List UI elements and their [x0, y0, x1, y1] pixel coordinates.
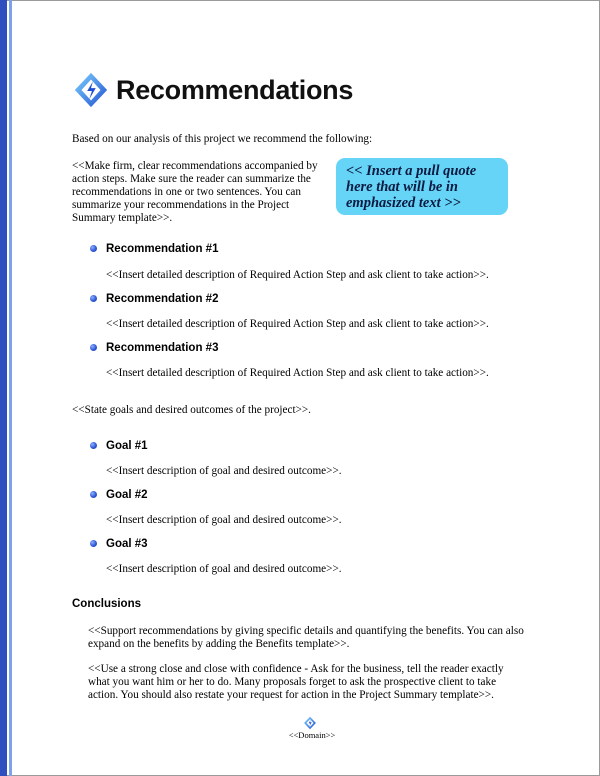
recommendation-desc: <<Insert detailed description of Required Action Step and ask client to take action>>.	[106, 269, 489, 281]
recommendation-desc: <<Insert detailed description of Required Action Step and ask client to take action>>.	[106, 367, 489, 379]
bullet-icon	[90, 491, 97, 498]
conclusions-heading: Conclusions	[72, 598, 142, 610]
recommendation-heading: Recommendation #2	[106, 293, 219, 305]
recommendation-desc: <<Insert detailed description of Required Action Step and ask client to take action>>.	[106, 318, 489, 330]
intro-text: Based on our analysis of this project we recommend the following:	[72, 133, 373, 145]
goal-heading: Goal #1	[106, 440, 148, 452]
goal-desc: <<Insert description of goal and desired outcome>>.	[106, 465, 342, 477]
goal-desc: <<Insert description of goal and desired outcome>>.	[106, 514, 342, 526]
bullet-icon	[90, 245, 97, 252]
bullet-icon	[90, 442, 97, 449]
conclusions-paragraph-2: <<Use a strong close and close with confidence - Ask for the business, tell the reader exactly what you want him or her to do. Many proposals forget to ask the prospective client to take action. You should also restate your request for action in the Project Summary template>>.	[88, 663, 504, 701]
footer-logo-icon	[303, 716, 317, 730]
goal-heading: Goal #3	[106, 538, 148, 550]
goal-desc: <<Insert description of goal and desired outcome>>.	[106, 563, 342, 575]
goals-intro: <<State goals and desired outcomes of the project>>.	[72, 404, 311, 416]
left-stripe-dark	[0, 0, 7, 776]
recommendation-heading: Recommendation #3	[106, 342, 219, 354]
body-text: <<Make firm, clear recommendations accompanied by action steps. Make sure the reader can summarize the recommendations in one or two sentences. You can summarize your recommendations in the Project Summary template>>.	[72, 160, 318, 224]
bullet-icon	[90, 344, 97, 351]
recommendation-heading: Recommendation #1	[106, 243, 219, 255]
page-title: Recommendations	[116, 75, 354, 105]
bullet-icon	[90, 295, 97, 302]
left-stripe-light	[9, 0, 12, 776]
bullet-icon	[90, 540, 97, 547]
pull-quote: << Insert a pull quote here that will be in emphasized text >>	[336, 158, 508, 215]
footer-domain: <<Domain>>	[288, 730, 336, 740]
conclusions-paragraph-1: <<Support recommendations by giving specific details and quantifying the benefits. You can also expand on the benefits by adding the Benefits template>>.	[88, 625, 524, 650]
goal-heading: Goal #2	[106, 489, 148, 501]
logo-icon	[72, 71, 110, 109]
